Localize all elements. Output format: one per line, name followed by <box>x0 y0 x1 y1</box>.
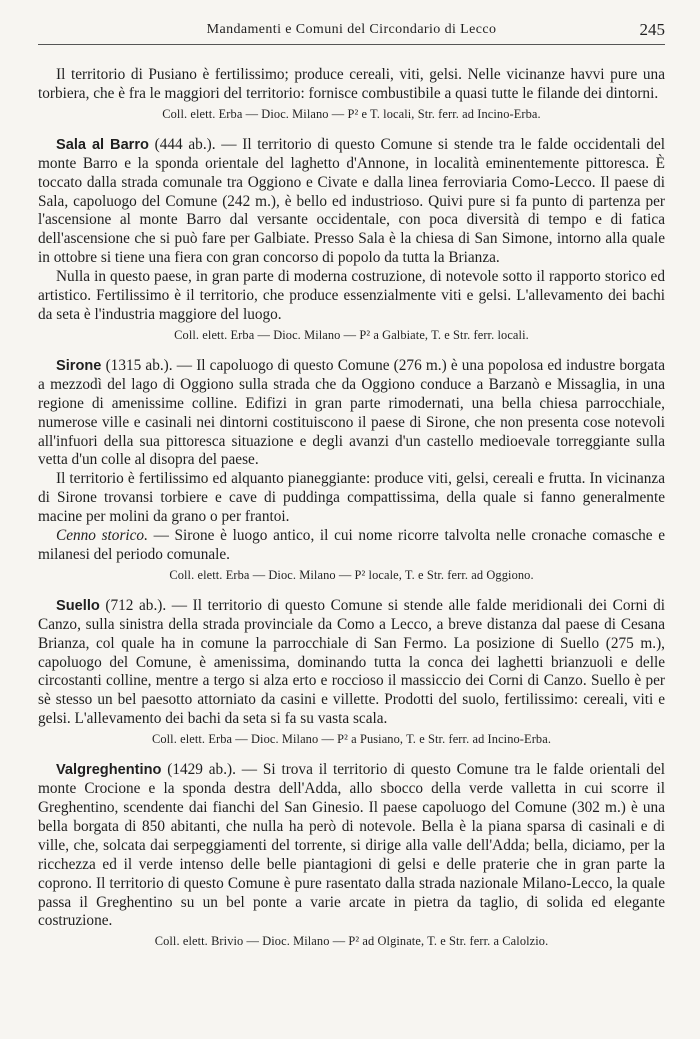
entry-sala-al-barro <box>38 136 665 344</box>
paragraph-text: (444 ab.). — Il territorio di questo Comune si stende tra le falde occidentali del monte Barro e la sponda orientale del laghetto d'Annone, in località eminentemente pittoresca. È toccato dalla strada comunale tra Oggiono e Civate e dalla linea ferroviaria Como-Lecco. Il paese di Sala, capoluogo del Comune (242 m.), è bello ed industrioso. Quivi pure si fa punto di partenza per l'ascensione al monte Barro dal versante occidentale, con poca diversità di tempo e di fatica dell'ascensione che si può fare per Galbiate. Presso Sala è la chiesa di San Simone, intorno alla quale in ottobre si tiene una fiera con gran concorso di popolo da tutta la Brianza. <box>38 135 665 267</box>
entry-note: Coll. elett. Erba — Dioc. Milano — P² e T. locali, Str. ferr. ad Incino-Erba. <box>162 106 541 121</box>
history-label: Cenno storico. <box>56 527 148 545</box>
entry-name: Sala al Barro <box>56 136 149 153</box>
page-number: 245 <box>639 20 665 39</box>
entry-suello <box>38 597 665 748</box>
page-body <box>38 66 665 963</box>
paragraph: Nulla in questo paese, in gran parte di moderna costruzione, di notevole sotto il rapporto storico ed artistico. Fertilissimo è il territorio, che produce essenzialmente viti e gelsi. L'allevamento dei bachi da seta è l'industria maggiore del luogo. <box>38 268 665 323</box>
entry-note: Coll. elett. Erba — Dioc. Milano — P² a Pusiano, T. e Str. ferr. ad Incino-Erba. <box>151 732 552 747</box>
entry-note: Coll. elett. Brivio — Dioc. Milano — P² ad Olginate, T. e Str. ferr. a Calolzio. <box>154 934 549 949</box>
paragraph: Il territorio di Pusiano è fertilissimo; produce cereali, viti, gelsi. Nelle vicinanze havvi pure una torbiera, che è fra le maggiori del territorio: fornisce combustibile a quasi tutte le filande dei dintorni. <box>38 66 665 102</box>
entry-valgreghentino <box>38 761 665 950</box>
entry-sirone <box>38 357 665 584</box>
entry-paragraph <box>38 357 665 470</box>
paragraph-text: (1315 ab.). — Il capoluogo di questo Comune (276 m.) è una popolosa ed industre borgata a mezzodì del lago di Oggiono sulla strada che da Oggiono conduce a Barzanò e Missaglia, in una regione di amenissime colline. Edifizi in gran parte rimodernati, una bella chiesa parrocchiale, numerose ville e casinali nei dintorni costituiscono il paese di Sirone, che non presenta cose notevoli all'infuori della sua pittoresca situazione e degli avanzi d'un castello medioevale torreggiante sulla vetta d'un colle al disopra del paese. <box>38 356 665 469</box>
entry-pusiano <box>38 66 665 123</box>
paragraph-text: (712 ab.). — Il territorio di questo Comune si stende alle falde meridionali dei Corni di Canzo, sulla sinistra della strada provinciale da Como a Lecco, a breve distanza dal paese di Cesana Brianza, col quale ha in comune la parrocchiale di San Fermo. La posizione di Suello (275 m.), capoluogo del Comune, è amenissima, dominando tutta la conca dei laghetti brianzuoli e delle circostanti colline, mentre a tergo si alza erto e roccioso il massiccio dei Corni di Canzo. Suello è per sè stesso un bel paesotto attorniato da casini e villette. Prodotti del suolo, fertilissimo: cereali, viti e gelsi. L'allevamento dei bachi da seta si fa su vasta scala. <box>38 596 665 728</box>
running-head <box>38 20 665 45</box>
entry-note: Coll. elett. Erba — Dioc. Milano — P² locale, T. e Str. ferr. ad Oggiono. <box>169 567 534 582</box>
history-paragraph <box>38 527 665 565</box>
entry-name: Sirone <box>56 357 102 374</box>
entry-note: Coll. elett. Erba — Dioc. Milano — P² a Galbiate, T. e Str. ferr. locali. <box>174 327 529 342</box>
paragraph: Il territorio è fertilissimo ed alquanto pianeggiante: produce viti, gelsi, cereali e frutta. In vicinanza di Sirone trovansi torbiere e cave di puddinga compattissima, della quale si fanno generalmente macine per molini da grano o per frantoi. <box>38 470 665 526</box>
entry-paragraph <box>38 761 665 931</box>
entry-paragraph <box>38 597 665 729</box>
paragraph-text: (1429 ab.). — Si trova il territorio di questo Comune tra le falde orientali del monte Crocione e la sponda destra dell'Adda, allo sbocco della verde valletta in cui scorre il Greghentino, scendente dai fianchi del San Ginesio. Il paese capoluogo del Comune (302 m.) è una bella borgata di 850 abitanti, che nulla ha però di notevole. Bella è la piana sparsa di casinali e di ville, che, solcata dai serpeggiamenti del torrente, si dirige alla valle dell'Adda; bella, diciamo, per la ricchezza ed il verde intenso delle belle piantagioni di gelsi e delle praterie che in gran parte la coprono. Il territorio di questo Comune è pure rasentato dalla strada nazionale Milano-Lecco, la quale passa il Greghentino su un bel ponte a varie arcate in pietra da taglio, di solida ed elegante costruzione. <box>38 761 665 930</box>
entry-name: Suello <box>56 597 100 614</box>
entry-name: Valgreghentino <box>56 762 162 779</box>
entry-paragraph <box>38 136 665 268</box>
history-text: — Sirone è luogo antico, il cui nome ricorre talvolta nelle cronache comasche e milanesi del periodo comunale. <box>38 527 665 563</box>
running-title: Mandamenti e Comuni del Circondario di Lecco <box>206 22 497 37</box>
